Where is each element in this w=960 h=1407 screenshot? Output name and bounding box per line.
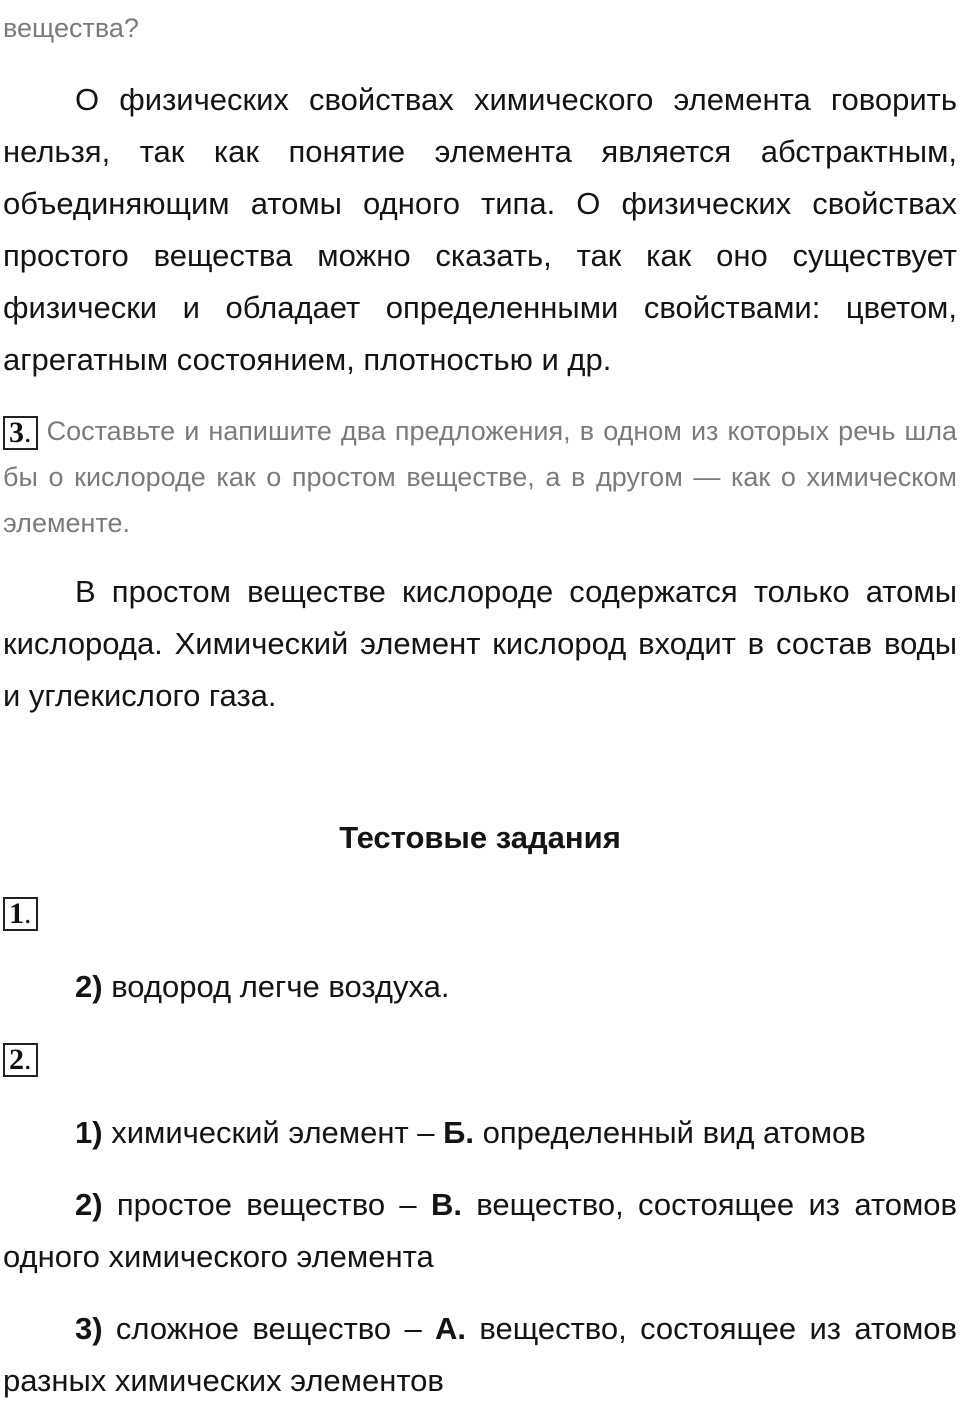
answer-number: 2) bbox=[75, 969, 103, 1004]
answer-intro-paragraph: О физических свойствах химического элемента говорить нельзя, так как понятие элемента является абстрактным, объединяющим атомы одного типа. О физических свойствах простого вещества можно сказать, так как оно существует физически и обладает определенными свойствами: цветом, агрегатным состоянием, плотностью и др. bbox=[3, 82, 957, 377]
question-number-box: 1. bbox=[3, 897, 38, 931]
test-1-number bbox=[3, 897, 38, 931]
item-number: 3) bbox=[75, 1311, 103, 1346]
item-definition: вещество, состоящее из атомов одного химического элемента bbox=[3, 1187, 957, 1274]
item-definition: определенный вид атомов bbox=[474, 1115, 866, 1150]
question-3-answer: В простом веществе кислороде содержатся только атомы кислорода. Химический элемент кислород входит в состав воды и углекислого газа. bbox=[3, 574, 957, 713]
item-letter: В. bbox=[431, 1187, 462, 1222]
answer-text: водород легче воздуха. bbox=[102, 969, 450, 1004]
question-3-text: Составьте и напишите два предложения, в одном из которых речь шла бы о кислороде как о простом веществе, а в другом — как о химическом элементе. bbox=[3, 416, 957, 538]
item-definition: вещество, состоящее из атомов разных химических элементов bbox=[3, 1311, 957, 1398]
test-2-item-3 bbox=[3, 1303, 957, 1407]
question-number-box: 3. bbox=[3, 416, 38, 450]
item-number: 2) bbox=[75, 1187, 103, 1222]
test-2-number bbox=[3, 1043, 38, 1077]
item-term: химический элемент – bbox=[102, 1115, 444, 1150]
test-1-answer bbox=[3, 961, 957, 1013]
item-number: 1) bbox=[75, 1115, 103, 1150]
section-heading: Тестовые задания bbox=[339, 820, 621, 855]
test-2-item-2 bbox=[3, 1179, 957, 1283]
item-term: простое вещество – bbox=[102, 1187, 431, 1222]
item-term: сложное вещество – bbox=[102, 1311, 436, 1346]
top-fragment: вещества? bbox=[3, 13, 139, 43]
question-number-box: 2. bbox=[3, 1043, 38, 1077]
test-2-item-1 bbox=[3, 1107, 957, 1159]
question-3 bbox=[3, 408, 957, 546]
item-letter: А. bbox=[435, 1311, 467, 1346]
item-letter: Б. bbox=[443, 1115, 475, 1150]
